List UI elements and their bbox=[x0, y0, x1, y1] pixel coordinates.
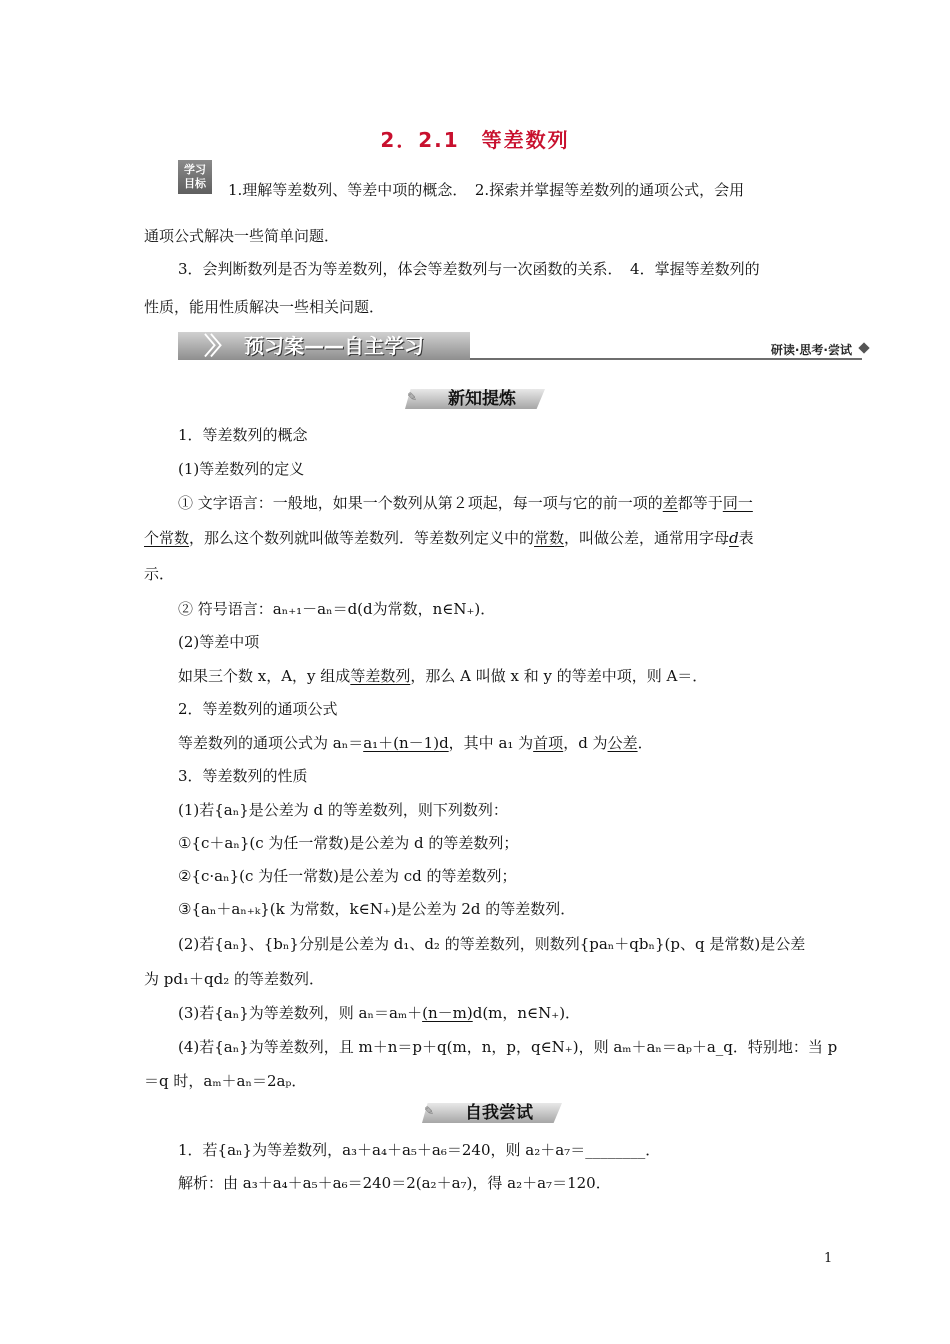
text-span: ，其中 a₁ 为 bbox=[448, 734, 534, 752]
text-line: 1．等差数列的概念 bbox=[178, 426, 308, 444]
text-line: (1)若{aₙ}是公差为 d 的等差数列，则下列数列： bbox=[178, 801, 508, 819]
book-icon: ✎ bbox=[424, 1104, 435, 1118]
learning-goal-badge bbox=[178, 160, 212, 194]
text-line: (2)等差中项 bbox=[178, 633, 260, 651]
objective-line-3: 3．会判断数列是否为等差数列，体会等差数列与一次函数的关系． 4．掌握等差数列的 bbox=[178, 260, 760, 278]
text-line: 3．等差数列的性质 bbox=[178, 767, 308, 785]
section-heading-label: 自我尝试 bbox=[465, 1103, 533, 1123]
underlined-term: d bbox=[729, 529, 739, 547]
preview-banner bbox=[178, 332, 868, 362]
text-span: ，那么 A 叫做 x 和 y 的等差中项，则 A＝． bbox=[410, 667, 708, 685]
text-span: 表 bbox=[738, 529, 754, 547]
text-span: 等差数列的通项公式为 aₙ＝ bbox=[178, 734, 364, 752]
text-line bbox=[178, 493, 753, 513]
text-line: ② 符号语言：aₙ₊₁－aₙ＝d(d为常数，n∈N₊)． bbox=[178, 600, 496, 618]
text-line bbox=[144, 528, 754, 548]
objective-line-4: 性质，能用性质解决一些相关问题． bbox=[144, 298, 385, 316]
objective-line-1: 1.理解等差数列、等差中项的概念． 2.探索并掌握等差数列的通项公式，会用 bbox=[228, 181, 745, 199]
text-span: 如果三个数 x，A，y 组成 bbox=[178, 667, 351, 685]
badge-line-1: 学习 bbox=[184, 163, 206, 176]
text-line: ②{c·aₙ}(c 为任一常数)是公差为 cd 的等差数列； bbox=[178, 867, 517, 885]
text-span: ，叫做公差，通常用字母 bbox=[564, 529, 730, 547]
book-icon: ✎ bbox=[407, 390, 418, 404]
page-title: 2．2.1 等差数列 bbox=[380, 128, 570, 152]
page-number: 1 bbox=[824, 1251, 833, 1266]
text-line bbox=[178, 1003, 580, 1023]
section-heading-new-knowledge bbox=[405, 387, 545, 411]
chevron-right-icon: 〉〉 bbox=[204, 332, 228, 360]
banner-subtitle: 研读·思考·尝试 bbox=[770, 343, 852, 357]
objective-line-2: 通项公式解决一些简单问题． bbox=[144, 227, 340, 245]
text-line bbox=[178, 733, 653, 753]
text-span: ，那么这个数列就叫做等差数列．等差数列定义中的 bbox=[189, 529, 535, 547]
underlined-term: a₁＋(n－1)d bbox=[363, 734, 449, 752]
text-span: ，d 为 bbox=[563, 734, 608, 752]
text-line: ③{aₙ＋aₙ₊ₖ}(k 为常数，k∈N₊)是公差为 2d 的等差数列． bbox=[178, 900, 576, 918]
underlined-term: 等差数列 bbox=[350, 667, 411, 685]
text-span: ① 文字语言：一般地，如果一个数列从第２项起，每一项与它的前一项的 bbox=[178, 494, 663, 512]
text-line: (4)若{aₙ}为等差数列，且 m＋n＝p＋q(m，n，p，q∈N₊)，则 aₘ＋aₙ＝aₚ＋a_q．特别地：当 p bbox=[178, 1038, 838, 1056]
underlined-term: 个常数 bbox=[144, 529, 190, 547]
text-line: ①{c＋aₙ}(c 为任一常数)是公差为 d 的等差数列； bbox=[178, 834, 519, 852]
text-span: d(m，n∈N₊)． bbox=[472, 1004, 581, 1022]
text-span: 都等于 bbox=[677, 494, 723, 512]
text-line: 示． bbox=[144, 565, 175, 583]
text-line: (2)若{aₙ}、{bₙ}分别是公差为 d₁、d₂ 的等差数列，则数列{paₙ＋qbₙ}(p、q 是常数)是公差 bbox=[178, 935, 806, 953]
section-heading-self-try bbox=[422, 1101, 562, 1125]
diamond-icon bbox=[858, 342, 869, 353]
text-span: (3)若{aₙ}为等差数列，则 aₙ＝aₘ＋ bbox=[178, 1004, 423, 1022]
underlined-term: (n－m) bbox=[422, 1004, 473, 1022]
banner-divider bbox=[470, 358, 862, 360]
section-heading-label: 新知提炼 bbox=[448, 389, 516, 409]
underlined-term: 同一 bbox=[722, 494, 753, 512]
exercise-question: 1．若{aₙ}为等差数列，a₃＋a₄＋a₅＋a₆＝240，则 a₂＋a₇＝________． bbox=[178, 1141, 661, 1159]
underlined-term: 公差 bbox=[607, 734, 638, 752]
text-line: (1)等差数列的定义 bbox=[178, 460, 305, 478]
underlined-term: 常数 bbox=[534, 529, 565, 547]
text-line: 2．等差数列的通项公式 bbox=[178, 700, 338, 718]
badge-line-2: 目标 bbox=[184, 177, 206, 190]
underlined-term: 差 bbox=[662, 494, 678, 512]
underlined-term: 首项 bbox=[533, 734, 564, 752]
text-line: 为 pd₁＋qd₂ 的等差数列． bbox=[144, 970, 324, 988]
exercise-solution: 解析：由 a₃＋a₄＋a₅＋a₆＝240＝2(a₂＋a₇)，得 a₂＋a₇＝120． bbox=[178, 1174, 611, 1192]
text-span: ． bbox=[637, 734, 653, 752]
banner-title: 预习案——自主学习 bbox=[244, 334, 424, 358]
text-line bbox=[178, 666, 707, 686]
text-line: ＝q 时，aₘ＋aₙ＝2aₚ． bbox=[144, 1072, 307, 1090]
